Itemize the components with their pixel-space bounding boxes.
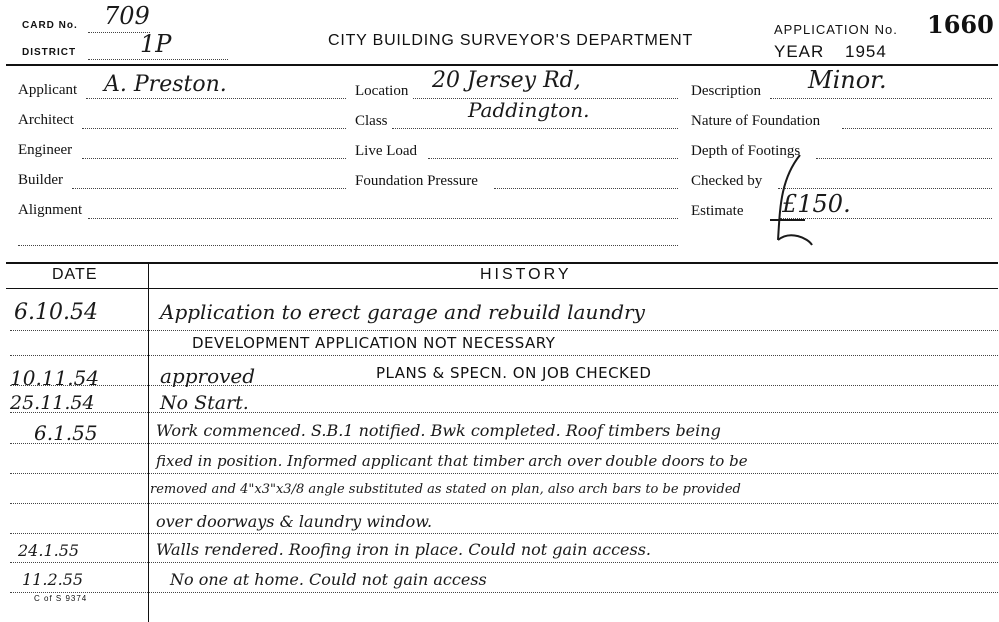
architect-label: Architect bbox=[18, 112, 74, 128]
history-date: 25.11.54 bbox=[10, 392, 95, 414]
date-header: DATE bbox=[52, 266, 98, 283]
initials-mark bbox=[760, 150, 820, 250]
checked-by-label: Checked by bbox=[691, 173, 763, 189]
builder-label: Builder bbox=[18, 172, 63, 188]
row-line bbox=[10, 355, 998, 356]
table-header-rule bbox=[6, 288, 998, 289]
row-line bbox=[10, 473, 998, 474]
history-entry: approved bbox=[160, 364, 256, 388]
history-date: 6.10.54 bbox=[14, 300, 98, 325]
row-line bbox=[10, 443, 998, 444]
foundation-pressure-label: Foundation Pressure bbox=[355, 173, 478, 189]
engineer-line bbox=[82, 158, 346, 159]
date-column-divider bbox=[148, 262, 149, 622]
history-entry: fixed in position. Informed applicant that timber arch over double doors to be bbox=[156, 452, 748, 470]
row-line bbox=[10, 385, 998, 386]
history-entry: Application to erect garage and rebuild laundry bbox=[160, 300, 645, 324]
year-value: 1954 bbox=[845, 42, 887, 61]
history-date: 11.2.55 bbox=[22, 570, 84, 589]
depth-of-footings-line bbox=[816, 158, 992, 159]
applicant-value: A. Preston. bbox=[104, 72, 227, 97]
row-line bbox=[10, 562, 998, 563]
alignment-line bbox=[88, 218, 678, 219]
district-label: DISTRICT bbox=[22, 47, 77, 58]
year-label: YEAR bbox=[774, 42, 825, 61]
applicant-label: Applicant bbox=[18, 82, 78, 98]
engineer-label: Engineer bbox=[18, 142, 73, 158]
department-title: CITY BUILDING SURVEYOR'S DEPARTMENT bbox=[328, 32, 694, 49]
estimate-value: £150. bbox=[782, 190, 851, 218]
description-label: Description bbox=[691, 83, 761, 99]
history-entry: removed and 4"x3"x3/8 angle substituted as stated on plan, also arch bars to be provided bbox=[150, 482, 741, 497]
history-stamp: PLANS & SPECN. ON JOB CHECKED bbox=[376, 364, 652, 382]
description-value: Minor. bbox=[808, 66, 887, 94]
history-entry: over doorways & laundry window. bbox=[156, 512, 433, 531]
application-no-value: 1660 bbox=[927, 10, 994, 39]
row-line bbox=[10, 330, 998, 331]
row-line bbox=[10, 503, 998, 504]
row-line bbox=[10, 412, 998, 413]
row-line bbox=[10, 533, 998, 534]
card-no-label: CARD No. bbox=[22, 20, 78, 31]
district-value: 1P bbox=[140, 30, 172, 58]
live-load-line bbox=[428, 158, 678, 159]
class-label: Class bbox=[355, 113, 388, 129]
estimate-label: Estimate bbox=[691, 203, 744, 219]
class-line bbox=[392, 128, 678, 129]
row-line bbox=[10, 592, 998, 593]
form-code: C of S 9374 bbox=[34, 594, 88, 603]
blank-line bbox=[18, 245, 678, 246]
foundation-pressure-line bbox=[494, 188, 678, 189]
history-entry: No one at home. Could not gain access bbox=[170, 570, 487, 589]
location-value: 20 Jersey Rd, bbox=[432, 68, 581, 93]
builder-line bbox=[72, 188, 346, 189]
nature-of-foundation-line bbox=[842, 128, 992, 129]
live-load-label: Live Load bbox=[355, 143, 418, 159]
applicant-line bbox=[86, 98, 346, 99]
application-no-label: APPLICATION No. bbox=[774, 22, 898, 37]
location-label: Location bbox=[355, 83, 409, 99]
table-top-rule bbox=[6, 262, 998, 264]
alignment-label: Alignment bbox=[18, 202, 83, 218]
location-value-suburb: Paddington. bbox=[468, 98, 590, 122]
depth-of-footings-label: Depth of Footings bbox=[691, 143, 801, 159]
history-date: 10.11.54 bbox=[10, 366, 100, 390]
history-entry: Work commenced. S.B.1 notified. Bwk completed. Roof timbers being bbox=[156, 421, 721, 440]
description-line bbox=[770, 98, 992, 99]
district-line bbox=[88, 59, 228, 60]
history-entry: No Start. bbox=[160, 392, 249, 414]
history-date: 24.1.55 bbox=[18, 541, 80, 560]
history-entry: Walls rendered. Roofing iron in place. Could not gain access. bbox=[156, 540, 652, 559]
history-date: 6.1.55 bbox=[34, 421, 98, 445]
nature-of-foundation-label: Nature of Foundation bbox=[691, 113, 821, 129]
architect-line bbox=[82, 128, 346, 129]
card-no-value: 709 bbox=[104, 2, 150, 30]
history-stamp: DEVELOPMENT APPLICATION NOT NECESSARY bbox=[192, 334, 556, 352]
history-header: HISTORY bbox=[480, 266, 572, 283]
